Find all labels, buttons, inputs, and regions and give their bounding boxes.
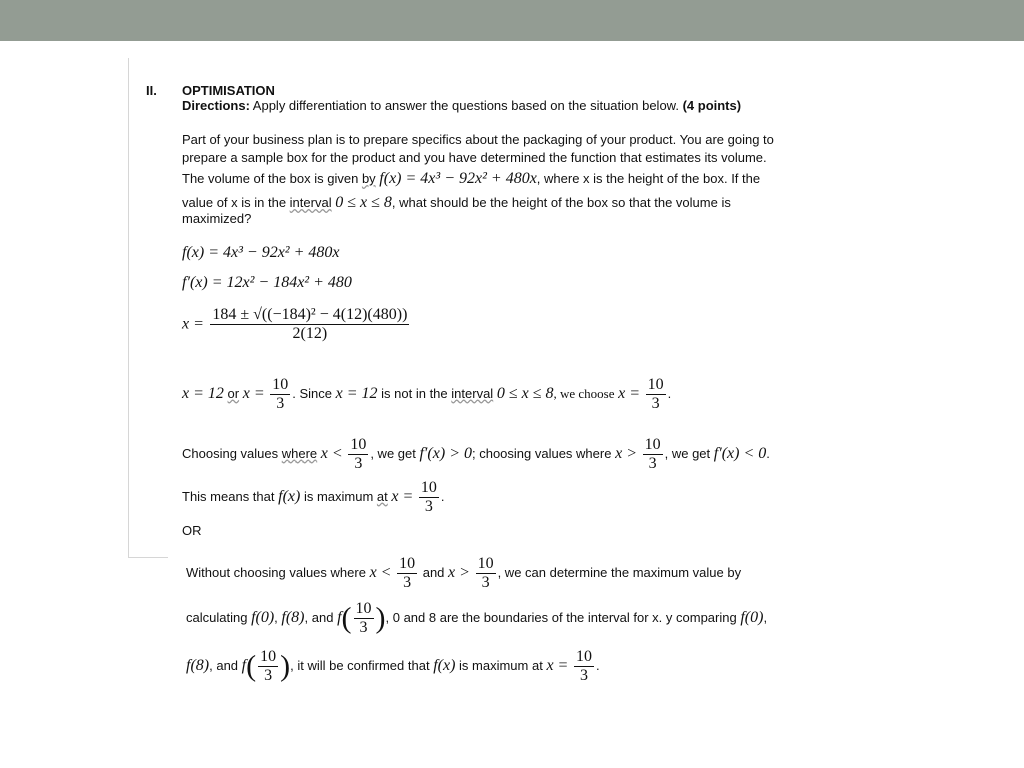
alt3-lhs: x = <box>546 656 569 674</box>
right-paren: ) <box>280 649 291 683</box>
choosing-text-c: ; choosing values where <box>471 445 612 461</box>
fraction-numerator: 10 <box>575 648 592 665</box>
problem-line-3 <box>182 170 760 188</box>
fraction-denominator: 3 <box>403 574 412 591</box>
derivative-negative: f′(x) < 0 <box>713 444 767 462</box>
right-paren: ) <box>375 601 386 635</box>
problem-line-3-text-d: , where x is the height of the box. If the <box>536 171 761 186</box>
roots-or: or <box>227 385 240 401</box>
fraction-numerator: 10 <box>272 376 289 393</box>
fraction-denominator: 3 <box>264 667 273 684</box>
title-bar <box>0 0 1024 41</box>
fraction-denominator: 3 <box>276 395 285 412</box>
alt3-text-c: is maximum at <box>459 657 543 673</box>
problem-line-4-text-a: value of x is in the <box>182 195 290 210</box>
alt2-f8: f(8) <box>281 608 305 626</box>
root-12: x = 12 <box>182 384 224 402</box>
directions-label: Directions: <box>182 98 250 113</box>
volume-function: f(x) = 4x³ − 92x² + 480x <box>379 170 537 187</box>
choosing-values-line: Choosing values where x < $\frac{10}{3}$ , we get f′(x) > 0; choosing values where x > $\frac{10}{3}$ , we get f′(x) < 0. <box>182 436 770 472</box>
solution-interval-expression: 0 ≤ x ≤ 8 <box>496 384 554 402</box>
fraction-10-3 <box>643 436 663 473</box>
derivative-positive: f′(x) > 0 <box>419 444 472 462</box>
section-number: II. <box>146 83 157 98</box>
fraction-denominator: 3 <box>354 455 363 472</box>
choose-text: , we choose <box>553 385 615 401</box>
fraction-denominator: 3 <box>424 498 433 515</box>
problem-line-1: Part of your business plan is to prepare specifics about the packaging of your product. You are going to <box>182 132 774 147</box>
choosing-gt: x > <box>615 444 637 462</box>
alt2-text-a: calculating <box>186 609 248 625</box>
left-paren: ( <box>341 601 352 635</box>
directions-text: Apply differentiation to answer the questions based on the situation below. <box>249 98 679 113</box>
fraction-10-3 <box>270 376 290 413</box>
directions-points: (4 points) <box>678 98 742 113</box>
fraction-10-3 <box>574 648 594 685</box>
quadratic-formula <box>182 306 411 343</box>
fraction-denominator: 3 <box>359 619 368 636</box>
alt3-text-b: , it will be confirmed that <box>290 657 430 673</box>
fraction-denominator: 3 <box>651 395 660 412</box>
alt2-and: , and <box>304 609 334 625</box>
quadratic-denominator: 2(12) <box>292 325 328 342</box>
problem-word-by: by <box>361 171 376 186</box>
fraction-10-3 <box>646 376 666 413</box>
choosing-word-where: where <box>281 445 318 461</box>
since-text-2: is not in the <box>381 385 448 401</box>
alternative-line-1 <box>186 555 741 592</box>
fraction-numerator: 10 <box>260 648 277 665</box>
fraction-numerator: 10 <box>355 600 372 617</box>
fraction-numerator: 10 <box>477 555 494 572</box>
choosing-text-a: Choosing values <box>182 445 279 461</box>
since-expression: x = 12 <box>335 384 378 402</box>
alt2-f0: f(0) <box>251 608 275 626</box>
fraction-10-3 <box>348 436 368 473</box>
fraction-10-3 <box>258 648 278 685</box>
solution-word-interval: interval <box>451 385 494 401</box>
conclusion-fx: f(x) <box>278 487 301 505</box>
interval-expression: 0 ≤ x ≤ 8 <box>335 194 392 211</box>
equation-f-prime: f′(x) = 12x² − 184x² + 480 <box>182 274 352 291</box>
quadratic-fraction <box>210 306 409 343</box>
fraction-10-3 <box>419 479 439 516</box>
fraction-denominator: 3 <box>481 574 490 591</box>
left-border-rule <box>128 58 129 558</box>
fraction-denominator: 3 <box>579 667 588 684</box>
alt2-text-b: , 0 and 8 are the boundaries of the interval for x. y comparing <box>385 609 737 625</box>
alt1-text-b: , we can determine the maximum value by <box>497 564 742 580</box>
conclusion-text-b: is maximum <box>303 488 374 504</box>
fraction-10-3 <box>397 555 417 592</box>
alt1-and: and <box>422 564 445 580</box>
conclusion-line: This means that f(x) is maximum at x = $\frac{10}{3}$ . <box>182 479 445 515</box>
choosing-text-b: , we get <box>370 445 416 461</box>
choose-lhs: x = <box>618 384 641 402</box>
alternative-line-3: f(8), and f( $\frac{10}{3}$ ), it will be confirmed that f(x) is maximum at x = $\frac{10}{3}$ . <box>186 648 600 684</box>
conclusion-text-a: This means that <box>182 488 275 504</box>
fraction-10-3 <box>476 555 496 592</box>
left-paren: ( <box>246 649 257 683</box>
quadratic-numerator: 184 ± √((−184)² − 4(12)(480)) <box>212 306 408 323</box>
alt3-f: f <box>241 656 247 674</box>
alt1-gt: x > <box>448 563 470 581</box>
problem-line-3-text-a: The volume of the box is given <box>182 171 362 186</box>
alt3-fx: f(x) <box>433 656 456 674</box>
roots-line: x = 12 or x = $\frac{10}{3}$ . Since x = 12 is not in the interval 0 ≤ x ≤ 8, we choose x = $\frac{10}{3}$ . <box>182 376 672 412</box>
bottom-border-rule <box>128 557 168 558</box>
equation-f: f(x) = 4x³ − 92x² + 480x <box>182 244 340 261</box>
choosing-lt: x < <box>320 444 343 462</box>
fraction-denominator: 3 <box>648 455 657 472</box>
alternative-line-2: calculating f(0), f(8), and f( $\frac{10}{3}$ ), 0 and 8 are the boundaries of the interval for x. y comparing f(0), <box>186 600 768 636</box>
directions-line <box>182 98 741 113</box>
alt1-text-a: Without choosing values where <box>186 564 366 580</box>
conclusion-word-at: at <box>376 488 388 504</box>
alt2-f: f <box>337 608 342 626</box>
alt2-f0-compare: f(0) <box>740 608 764 626</box>
since-text: . Since <box>292 385 332 401</box>
or-label: OR <box>182 523 202 538</box>
alt1-lt: x < <box>369 563 392 581</box>
alt3-f8: f(8) <box>186 656 210 674</box>
section-title: OPTIMISATION <box>182 83 275 98</box>
fraction-numerator: 10 <box>644 436 661 453</box>
problem-line-4 <box>182 194 731 212</box>
quadratic-lhs: x = <box>182 315 204 333</box>
fraction-numerator: 10 <box>647 376 664 393</box>
problem-line-5: maximized? <box>182 211 252 226</box>
choosing-text-d: , we get <box>664 445 711 461</box>
conclusion-lhs: x = <box>391 487 414 505</box>
fraction-numerator: 10 <box>399 555 416 572</box>
alt3-and: , and <box>209 657 239 673</box>
problem-word-interval: interval <box>289 195 332 210</box>
fraction-numerator: 10 <box>420 479 437 496</box>
fraction-numerator: 10 <box>350 436 367 453</box>
root-frac-lhs: x = <box>242 384 265 402</box>
problem-line-4-text-d: , what should be the height of the box so that the volume is <box>391 195 731 210</box>
problem-line-2: prepare a sample box for the product and you have determined the function that estimates its volume. <box>182 150 767 165</box>
fraction-10-3 <box>354 600 374 637</box>
